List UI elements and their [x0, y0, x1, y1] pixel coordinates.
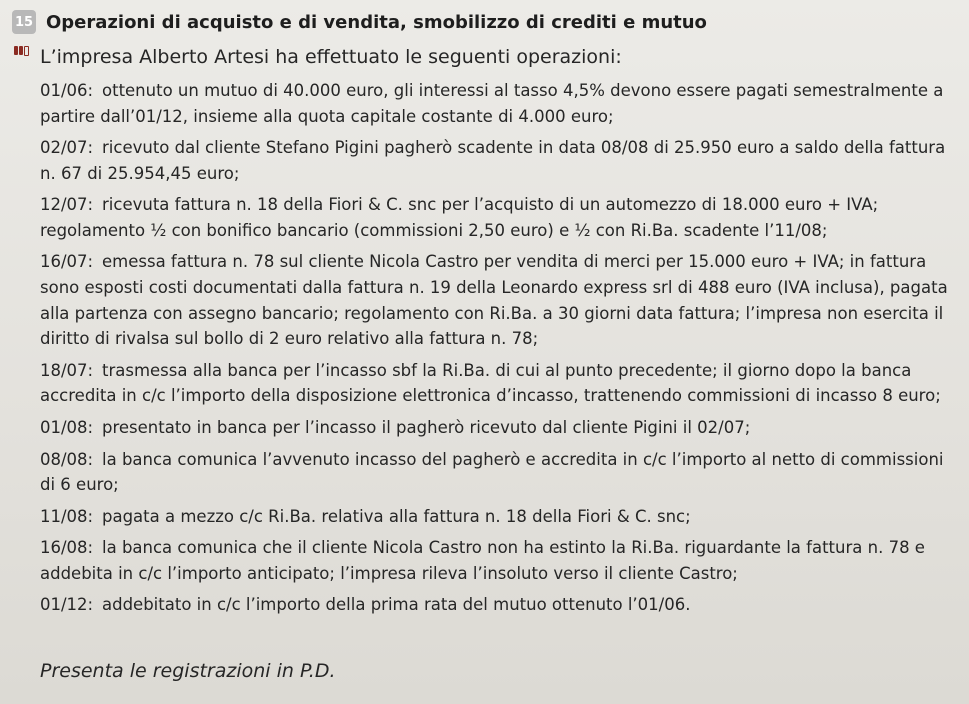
operation-item: [40, 415, 960, 441]
exercise-title: Operazioni di acquisto e di vendita, smobilizzo di crediti e mutuo: [46, 11, 707, 33]
exercise-number-badge: 15: [12, 10, 36, 34]
operation-item: [40, 447, 960, 498]
operation-date: 12/07:: [40, 195, 94, 215]
operations-list: [40, 78, 960, 624]
operation-text: ricevuto dal cliente Stefano Pigini pagherò scadente in data 08/08 di 25.950 euro a saldo della fattura n. 67 di 25.954,45 euro;: [40, 138, 946, 183]
operation-date: 02/07:: [40, 138, 94, 158]
exercise-header: [12, 10, 707, 34]
operation-date: 18/07:: [40, 360, 94, 380]
operation-text: trasmessa alla banca per l’incasso sbf la Ri.Ba. di cui al punto precedente; il giorno dopo la banca accredita in c/c l’importo della disposizione elettronica d’incasso, trattenendo commissioni di incasso 8 euro;: [40, 360, 941, 406]
operation-item: [40, 504, 960, 530]
operation-text: ricevuta fattura n. 18 della Fiori & C. snc per l’acquisto di un automezzo di 18.000 euro + IVA; regolamento ½ con bonifico bancario (commissioni 2,50 euro) e ½ con Ri.Ba. scadente l’11/08;: [40, 195, 879, 240]
exercise-instruction: Presenta le registrazioni in P.D.: [40, 660, 336, 682]
exercise-intro: L’impresa Alberto Artesi ha effettuato le seguenti operazioni:: [40, 46, 622, 68]
operation-item: [40, 535, 960, 586]
operation-text: presentato in banca per l’incasso il pagherò ricevuto dal cliente Pigini il 02/07;: [102, 417, 751, 437]
operation-date: 01/12:: [40, 595, 94, 615]
operation-date: 16/08:: [40, 538, 94, 558]
operation-item: [40, 249, 960, 351]
operation-date: 01/06:: [40, 81, 94, 100]
operation-item: [40, 192, 960, 243]
operation-text: ottenuto un mutuo di 40.000 euro, gli interessi al tasso 4,5% devono essere pagati semestralmente a partire dall’01/12, insieme alla quota capitale costante di 4.000 euro;: [40, 81, 944, 126]
operation-item: [40, 592, 960, 618]
operation-text: la banca comunica l’avvenuto incasso del pagherò e accredita in c/c l’importo al netto di commissioni di 6 euro;: [40, 449, 944, 495]
operation-date: 01/08:: [40, 417, 94, 437]
operation-text: pagata a mezzo c/c Ri.Ba. relativa alla fattura n. 18 della Fiori & C. snc;: [102, 506, 691, 526]
operation-date: 11/08:: [40, 506, 94, 526]
operation-item: [40, 358, 960, 409]
difficulty-level-icon: [14, 46, 29, 56]
operation-date: 16/07:: [40, 252, 94, 272]
operation-item: [40, 78, 960, 129]
operation-text: la banca comunica che il cliente Nicola Castro non ha estinto la Ri.Ba. riguardante la fattura n. 78 e addebita in c/c l’importo anticipato; l’impresa rileva l’insoluto verso il cliente Castro;: [40, 538, 925, 583]
operation-item: [40, 135, 960, 186]
operation-text: addebitato in c/c l’importo della prima rata del mutuo ottenuto l’01/06.: [102, 595, 691, 615]
operation-date: 08/08:: [40, 449, 94, 469]
operation-text: emessa fattura n. 78 sul cliente Nicola Castro per vendita di merci per 15.000 euro + IVA; in fattura sono esposti costi documentati dalla fattura n. 19 della Leonardo express srl di 488 euro (IVA inclusa), pagata alla partenza con assegno bancario; regolamento con Ri.Ba. a 30 giorni data fattura; l’impresa non esercita il diritto di rivalsa sul bollo di 2 euro relativo alla fattura n. 78;: [40, 252, 948, 349]
